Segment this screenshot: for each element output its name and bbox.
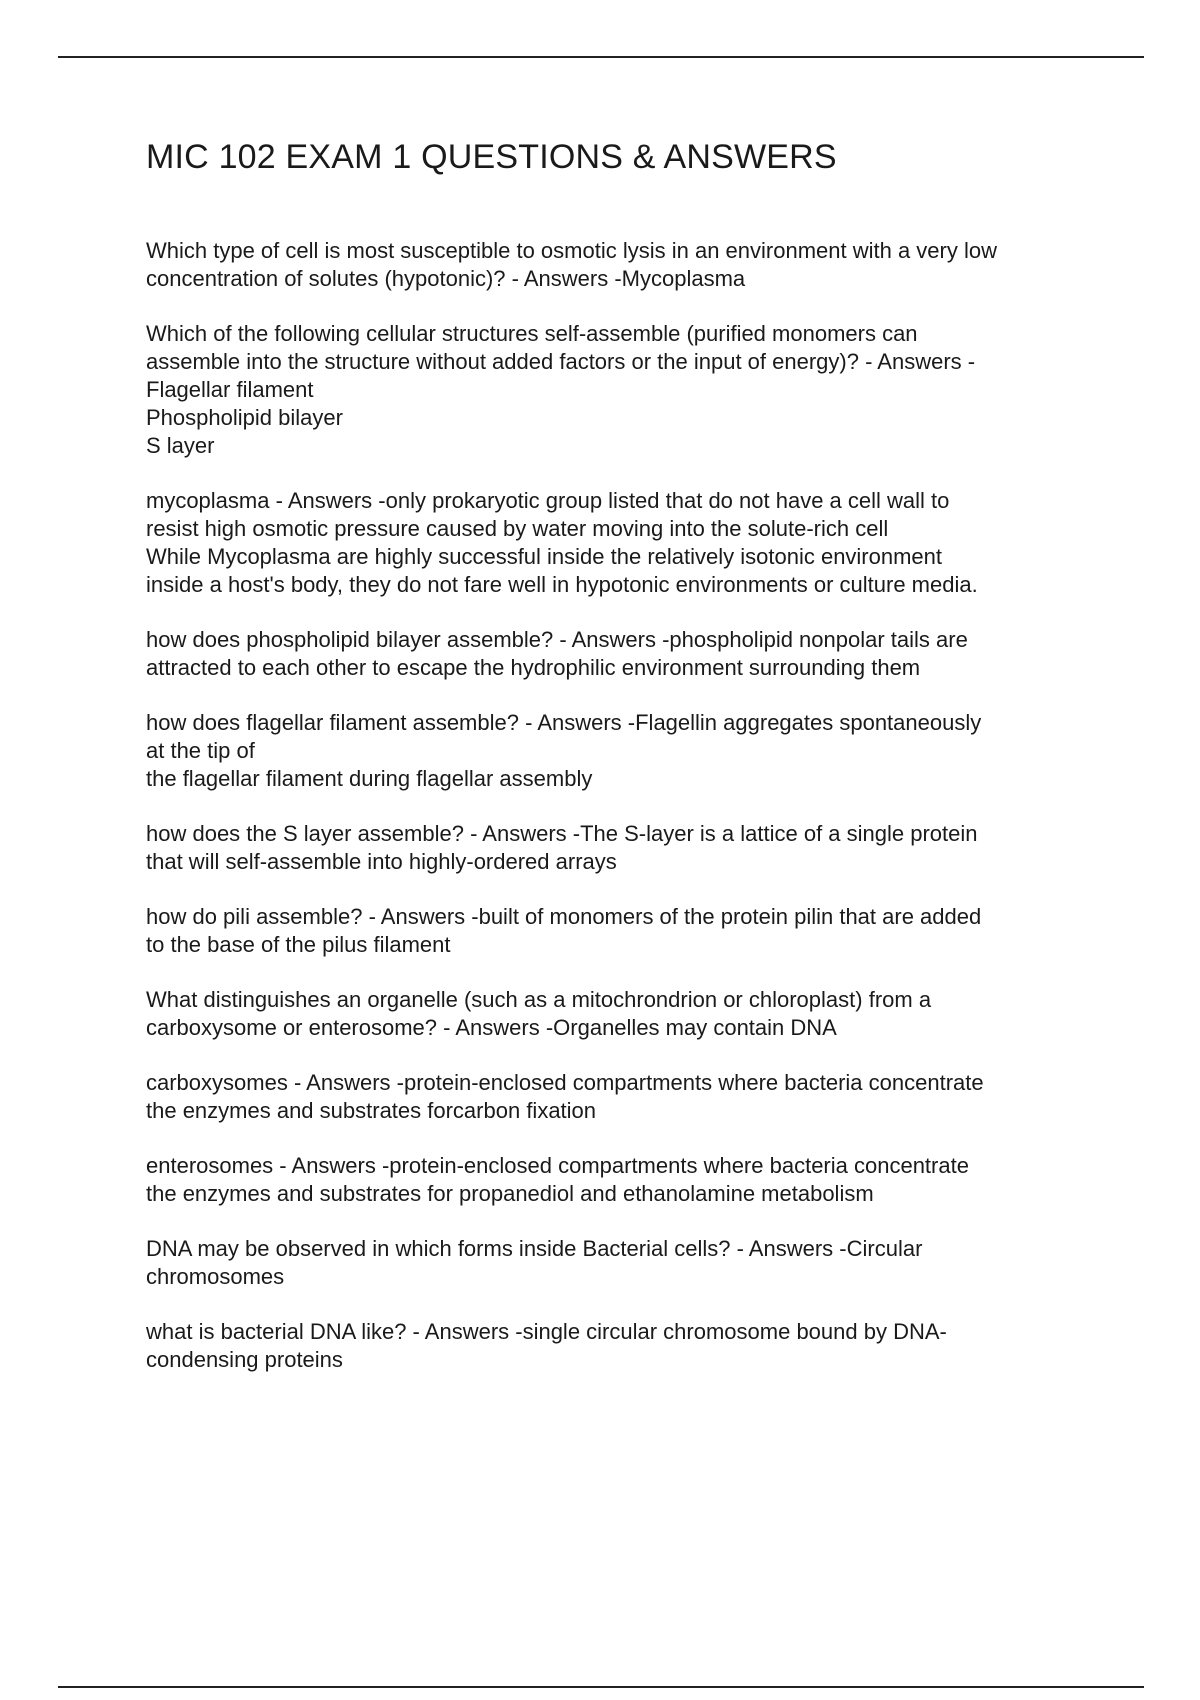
qa-entry-line: resist high osmotic pressure caused by water moving into the solute-rich cell: [146, 516, 889, 541]
qa-entry-line: the flagellar filament during flagellar assembly: [146, 766, 593, 791]
qa-entry-line: the enzymes and substrates forcarbon fixation: [146, 1098, 597, 1123]
qa-entry-line: to the base of the pilus filament: [146, 932, 451, 957]
qa-entry-line: What distinguishes an organelle (such as a mitochrondrion or chloroplast) from a: [146, 987, 932, 1012]
qa-entry-line: Which type of cell is most susceptible to osmotic lysis in an environment with a very low: [146, 238, 997, 263]
qa-entry-line: the enzymes and substrates for propanediol and ethanolamine metabolism: [146, 1181, 874, 1206]
qa-entry: [146, 1069, 1086, 1125]
qa-entry-line: carboxysome or enterosome? - Answers -Organelles may contain DNA: [146, 1015, 837, 1040]
qa-entry-line: While Mycoplasma are highly successful inside the relatively isotonic environment: [146, 544, 943, 569]
qa-entry-line: inside a host's body, they do not fare well in hypotonic environments or culture media.: [146, 572, 978, 597]
qa-entry-line: DNA may be observed in which forms inside Bacterial cells? - Answers -Circular: [146, 1236, 923, 1261]
qa-entry-line: chromosomes: [146, 1264, 285, 1289]
qa-entry: [146, 320, 1086, 460]
page-title: MIC 102 EXAM 1 QUESTIONS & ANSWERS: [146, 138, 837, 176]
qa-entry-line: condensing proteins: [146, 1347, 343, 1372]
qa-entry: [146, 626, 1086, 682]
qa-entry: [146, 986, 1086, 1042]
qa-entry-line: enterosomes - Answers -protein-enclosed compartments where bacteria concentrate: [146, 1153, 969, 1178]
qa-entry-line: S layer: [146, 433, 215, 458]
bottom-divider: [58, 1686, 1144, 1688]
qa-entry-line: how does flagellar filament assemble? - Answers -Flagellin aggregates spontaneously: [146, 710, 982, 735]
qa-entry: [146, 709, 1086, 793]
qa-entry: [146, 237, 1086, 293]
qa-entry-line: concentration of solutes (hypotonic)? - Answers -Mycoplasma: [146, 266, 746, 291]
qa-entry-line: that will self-assemble into highly-ordered arrays: [146, 849, 617, 874]
qa-entry-line: carboxysomes - Answers -protein-enclosed compartments where bacteria concentrate: [146, 1070, 984, 1095]
qa-entry-line: assemble into the structure without added factors or the input of energy)? - Answers -: [146, 349, 976, 374]
top-divider: [58, 56, 1144, 58]
qa-entry-line: Phospholipid bilayer: [146, 405, 343, 430]
qa-entry: [146, 1318, 1086, 1374]
qa-entry: [146, 487, 1086, 599]
qa-entry: [146, 903, 1086, 959]
qa-entry-line: how does the S layer assemble? - Answers -The S-layer is a lattice of a single protein: [146, 821, 978, 846]
qa-entry-line: what is bacterial DNA like? - Answers -single circular chromosome bound by DNA-: [146, 1319, 947, 1344]
qa-entry-line: attracted to each other to escape the hydrophilic environment surrounding them: [146, 655, 921, 680]
qa-entry: [146, 1152, 1086, 1208]
qa-entry-line: Flagellar filament: [146, 377, 314, 402]
qa-entry-line: how do pili assemble? - Answers -built of monomers of the protein pilin that are added: [146, 904, 982, 929]
document-body: [146, 138, 1086, 1401]
qa-entry: [146, 820, 1086, 876]
qa-entry-line: how does phospholipid bilayer assemble? - Answers -phospholipid nonpolar tails are: [146, 627, 968, 652]
qa-entry-line: at the tip of: [146, 738, 255, 763]
qa-entry-line: Which of the following cellular structures self-assemble (purified monomers can: [146, 321, 918, 346]
qa-entry-line: mycoplasma - Answers -only prokaryotic group listed that do not have a cell wall to: [146, 488, 950, 513]
qa-list: [146, 237, 1086, 1374]
qa-entry: [146, 1235, 1086, 1291]
